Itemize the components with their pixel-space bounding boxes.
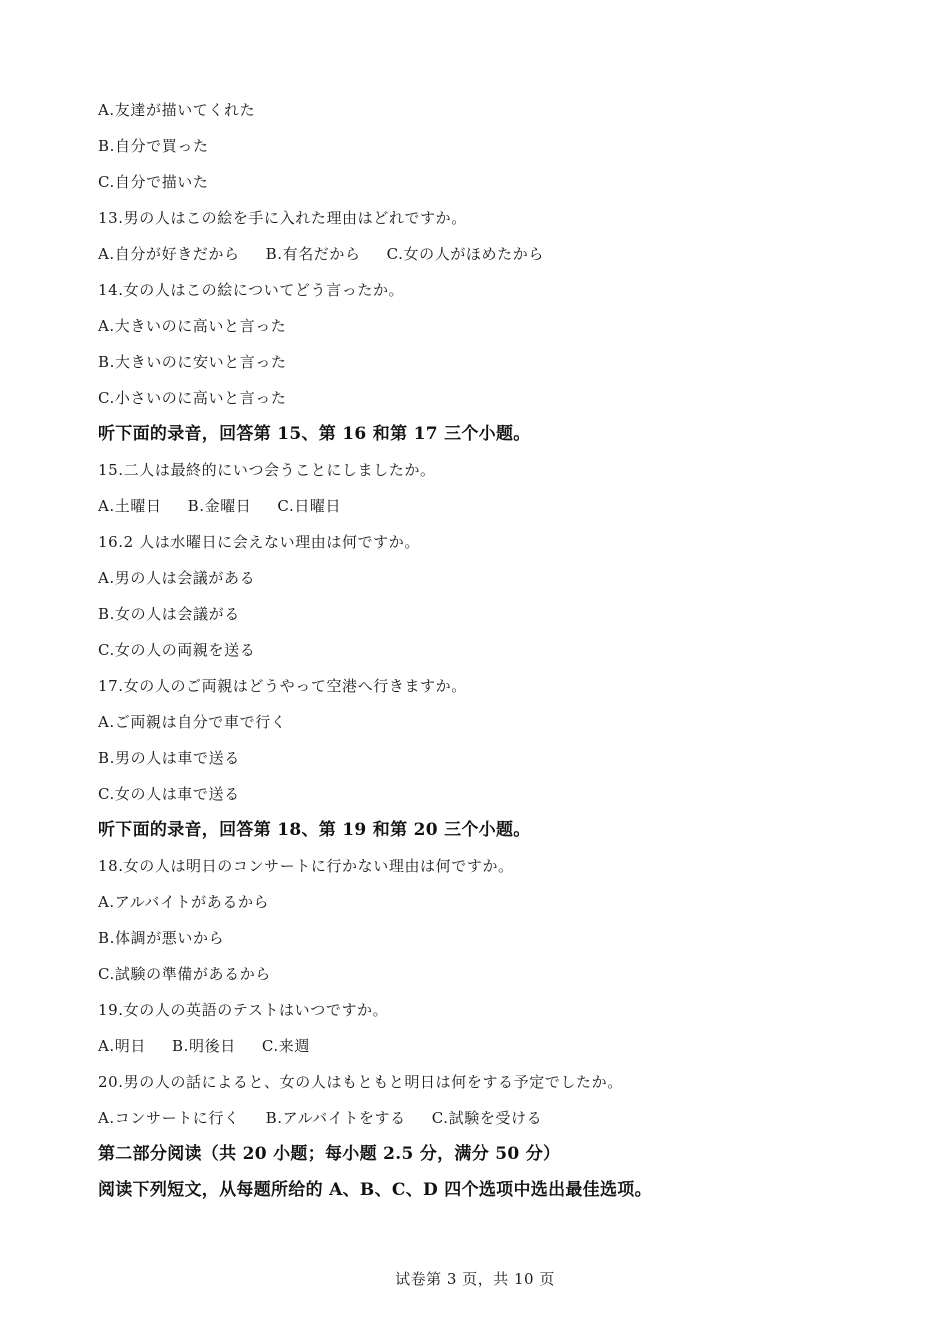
question-14: 14.女の人はこの絵についてどう言ったか。 bbox=[98, 281, 405, 299]
reading-instruction: 阅读下列短文，从每题所给的 A、B、C、D 四个选项中选出最佳选项。 bbox=[98, 1180, 652, 1200]
answer-option: B.明後日 bbox=[172, 1037, 236, 1055]
part-two-heading: 第二部分阅读（共 20 小题；每小题 2.5 分，满分 50 分） bbox=[98, 1144, 561, 1164]
answer-option: A.大きいのに高いと言った bbox=[98, 317, 287, 335]
section-instruction: 听下面的录音，回答第 15、第 16 和第 17 三个小题。 bbox=[98, 424, 531, 444]
question-13: 13.男の人はこの絵を手に入れた理由はどれですか。 bbox=[98, 209, 467, 227]
answer-option: C.女の人は車で送る bbox=[98, 785, 240, 803]
answer-option: C.試験を受ける bbox=[431, 1109, 543, 1127]
answer-option: B.男の人は車で送る bbox=[98, 749, 240, 767]
answer-option: B.有名だから bbox=[265, 245, 361, 263]
section-instruction: 听下面的录音，回答第 18、第 19 和第 20 三个小题。 bbox=[98, 820, 531, 840]
question-19: 19.女の人の英語のテストはいつですか。 bbox=[98, 1001, 389, 1019]
answer-option: A.ご両親は自分で車で行く bbox=[98, 713, 287, 731]
question-16: 16.2 人は水曜日に会えない理由は何ですか。 bbox=[98, 533, 420, 551]
question-20-options bbox=[98, 1106, 858, 1142]
answer-option: C.自分で描いた bbox=[98, 173, 209, 191]
answer-option: B.女の人は会議がる bbox=[98, 605, 240, 623]
answer-option: B.大きいのに安いと言った bbox=[98, 353, 287, 371]
answer-option: A.自分が好きだから bbox=[98, 245, 240, 263]
exam-content bbox=[98, 98, 858, 1214]
answer-option: B.アルバイトをする bbox=[265, 1109, 406, 1127]
answer-option: A.アルバイトがあるから bbox=[98, 893, 270, 911]
question-15-options bbox=[98, 494, 858, 530]
answer-option: A.コンサートに行く bbox=[98, 1109, 240, 1127]
answer-option: C.女の人の両親を送る bbox=[98, 641, 256, 659]
answer-option: A.土曜日 bbox=[98, 497, 162, 515]
answer-option: C.女の人がほめたから bbox=[386, 245, 544, 263]
question-13-options bbox=[98, 242, 858, 278]
answer-option: A.男の人は会議がある bbox=[98, 569, 256, 587]
answer-option: C.試験の準備があるから bbox=[98, 965, 271, 983]
answer-option: A.明日 bbox=[98, 1037, 147, 1055]
question-18: 18.女の人は明日のコンサートに行かない理由は何ですか。 bbox=[98, 857, 514, 875]
answer-option: C.来週 bbox=[261, 1037, 310, 1055]
answer-option: B.金曜日 bbox=[187, 497, 252, 515]
answer-option: C.小さいのに高いと言った bbox=[98, 389, 287, 407]
answer-option: B.自分で買った bbox=[98, 137, 209, 155]
page-footer: 试卷第 3 页，共 10 页 bbox=[395, 1270, 555, 1288]
question-15: 15.二人は最終的にいつ会うことにしましたか。 bbox=[98, 461, 436, 479]
question-20: 20.男の人の話によると、女の人はもともと明日は何をする予定でしたか。 bbox=[98, 1073, 623, 1091]
question-19-options bbox=[98, 1034, 858, 1070]
answer-option: C.日曜日 bbox=[277, 497, 342, 515]
answer-option: A.友達が描いてくれた bbox=[98, 101, 256, 119]
question-17: 17.女の人のご両親はどうやって空港へ行きますか。 bbox=[98, 677, 467, 695]
answer-option: B.体調が悪いから bbox=[98, 929, 225, 947]
